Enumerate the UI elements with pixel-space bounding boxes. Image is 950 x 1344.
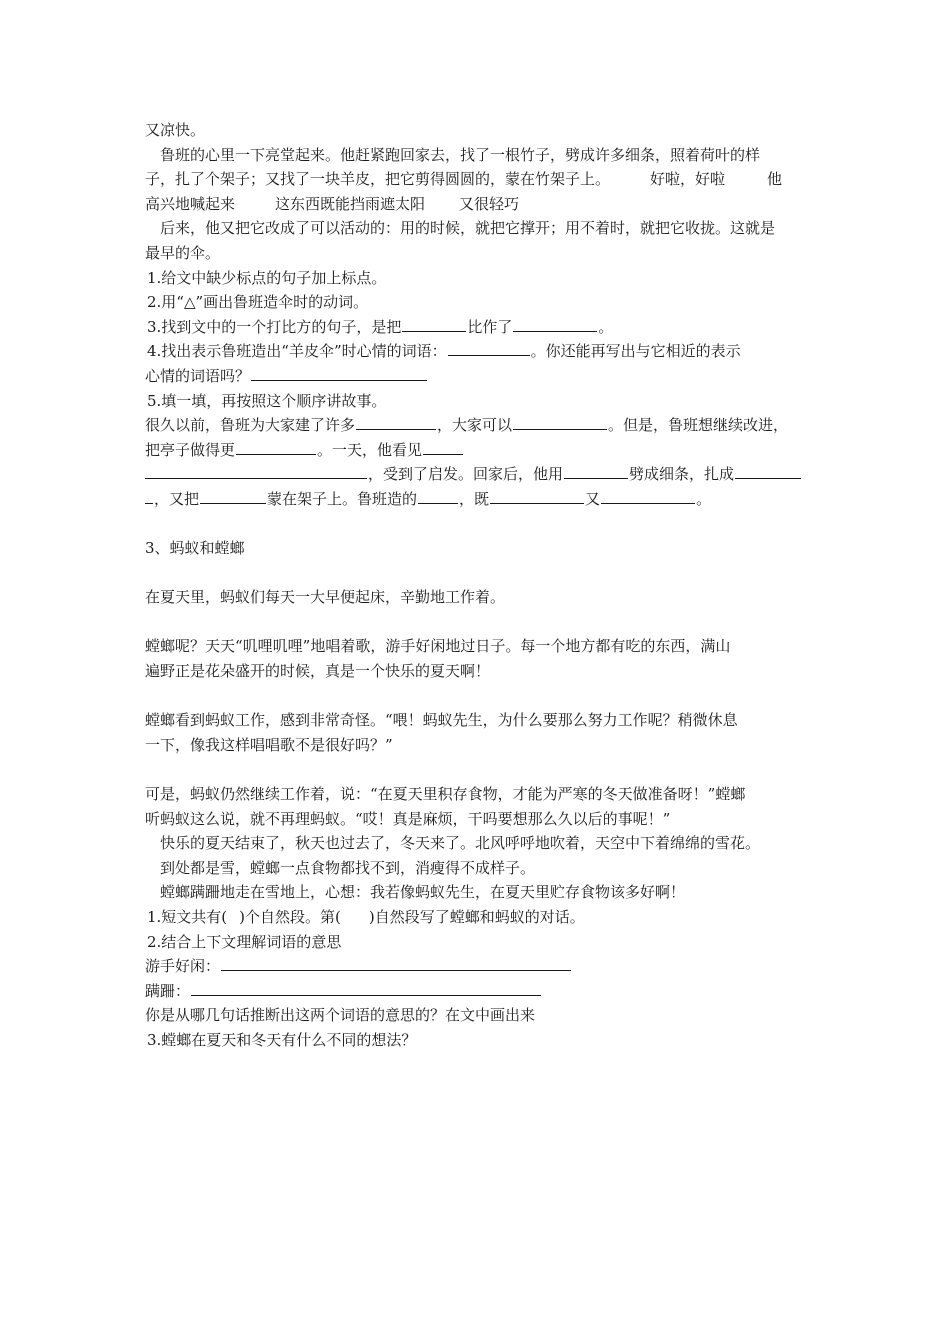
answer-blank[interactable] [356, 415, 436, 430]
question-text: )自然段写了螳螂和蚂蚁的对话。 [368, 908, 585, 926]
worksheet-page [145, 118, 825, 1053]
word-label: 游手好闲： [145, 957, 221, 976]
paragraph-line: 后来，他又把它改成了可以活动的：用的时候，就把它撑开；用不着时，就把它收拢。这就是 [160, 219, 776, 238]
answer-blank[interactable] [145, 464, 367, 479]
fill-text: 又 [585, 489, 601, 508]
text-line: 又凉快。 [145, 121, 206, 139]
answer-blank[interactable] [513, 317, 597, 332]
paragraph-line [145, 167, 825, 192]
answer-blank[interactable] [221, 956, 571, 971]
word-label: 蹒跚： [145, 981, 191, 1000]
paragraph-line: 螳螂蹒跚地走在雪地上，心想：我若像蚂蚁先生，在夏天里贮存食物该多好啊！ [160, 883, 686, 902]
section-title: 3、蚂蚁和螳螂 [145, 539, 245, 558]
text-span: 这东西既能挡雨遮太阳 [275, 194, 426, 213]
fill-line [145, 487, 825, 512]
question-5: 5.填一填，再按照这个顺序讲故事。 [147, 391, 387, 410]
fill-line [145, 438, 825, 463]
question-2: 2.结合上下文理解词语的意思 [147, 932, 342, 951]
question-2: 2.用“△”画出鲁班造伞时的动词。 [147, 293, 369, 312]
word-meaning [145, 979, 825, 1004]
question-text: 。 [598, 317, 614, 336]
paragraph-line: 螳螂看到蚂蚁工作，感到非常奇怪。“喂！蚂蚁先生，为什么要那么努力工作呢？稍微休息 [145, 711, 738, 730]
answer-blank[interactable] [236, 440, 316, 455]
paragraph-line: 最早的伞。 [145, 243, 221, 262]
question-1: 1.给文中缺少标点的句子加上标点。 [147, 268, 387, 287]
text-span: 又很轻巧 [459, 194, 520, 213]
fill-text: 劈成细条，扎成 [629, 465, 735, 484]
paragraph-line: 一下，像我这样唱唱歌不是很好吗？” [145, 735, 393, 754]
question-3: 3.螳螂在夏天和冬天有什么不同的想法？ [147, 1030, 417, 1049]
fill-line [145, 413, 825, 438]
question-4-cont [145, 364, 825, 389]
answer-blank[interactable] [191, 981, 541, 996]
answer-blank[interactable] [601, 489, 695, 504]
paragraph-line: 在夏天里，蚂蚁们每天一大早便起床，辛勤地工作着。 [145, 588, 506, 607]
question-text: 比作了 [467, 317, 513, 336]
answer-blank[interactable] [513, 415, 607, 430]
fill-text: ，又把 [154, 489, 200, 508]
answer-blank[interactable] [200, 489, 266, 504]
paragraph-line: 听蚂蚁这么说，就不再理蚂蚁。“哎！真是麻烦，干吗要想那么久以后的事呢！” [145, 809, 671, 828]
answer-blank[interactable] [490, 489, 584, 504]
fill-text: ，大家可以 [437, 416, 513, 435]
fill-text: 。一天，他看见 [317, 440, 423, 459]
answer-blank[interactable] [145, 489, 153, 504]
question-4 [145, 339, 825, 364]
text-span: 高兴地喊起来 [145, 194, 236, 213]
text-span: 他 [767, 170, 783, 189]
answer-blank[interactable] [448, 341, 530, 356]
question-3 [145, 315, 825, 340]
question-text: 。你还能再写出与它相近的表示 [530, 342, 741, 361]
answer-blank[interactable] [564, 464, 628, 479]
question-text: 3.找到文中的一个打比方的句子，是把 [147, 317, 402, 336]
question-text: 1.短文共有( [147, 908, 228, 926]
paragraph-line: 可是，蚂蚁仍然继续工作着，说：“在夏天里积存食物，才能为严寒的冬天做准备呀！”螳螂 [145, 785, 746, 804]
paragraph-line: 螳螂呢？天天“叽哩叽哩”地唱着歌，游手好闲地过日子。每一个地方都有吃的东西，满山 [145, 637, 731, 656]
answer-blank[interactable] [251, 366, 427, 381]
text-span: 好啦，好啦 [650, 170, 726, 189]
paragraph-line: 到处都是雪，螳螂一点食物都找不到，消瘦得不成样子。 [160, 858, 536, 877]
fill-text: 把亭子做得更 [145, 440, 236, 459]
question-1 [145, 905, 825, 930]
fill-text: 。 [696, 489, 712, 508]
fill-text: ，受到了启发。回家后，他用 [368, 465, 564, 484]
answer-blank[interactable] [423, 440, 463, 455]
fill-text: 。但是，鲁班想继续改进， [608, 416, 789, 435]
paragraph-line: 鲁班的心里一下亮堂起来。他赶紧跑回家去，找了一根竹子，劈成许多细条，照着荷叶的样 [160, 145, 761, 164]
paragraph-line [145, 192, 825, 217]
text-span: 子，扎了个架子；又找了一块羊皮，把它剪得圆圆的，蒙在竹架子上。 [145, 170, 611, 189]
answer-blank[interactable] [402, 317, 466, 332]
answer-blank[interactable] [735, 464, 801, 479]
question-text: )个自然段。第( [239, 908, 341, 926]
question-text: 心情的词语吗？ [145, 366, 251, 385]
question-text: 4.找出表示鲁班造出“羊皮伞”时心情的词语： [147, 342, 447, 361]
paragraph-line: 快乐的夏天结束了，秋天也过去了，冬天来了。北风呼呼地吹着，天空中下着绵绵的雪花。 [160, 834, 761, 853]
word-meaning [145, 954, 825, 979]
fill-text: 蒙在架子上。鲁班造的 [267, 489, 418, 508]
answer-blank[interactable] [418, 489, 458, 504]
paragraph-line: 遍野正是花朵盛开的时候，真是一个快乐的夏天啊！ [145, 662, 491, 681]
fill-text: 很久以前，鲁班为大家建了许多 [145, 416, 356, 435]
fill-text: ，既 [459, 489, 490, 508]
fill-line [145, 462, 825, 487]
question-note: 你是从哪几句话推断出这两个词语的意思的？在文中画出来 [145, 1006, 536, 1025]
